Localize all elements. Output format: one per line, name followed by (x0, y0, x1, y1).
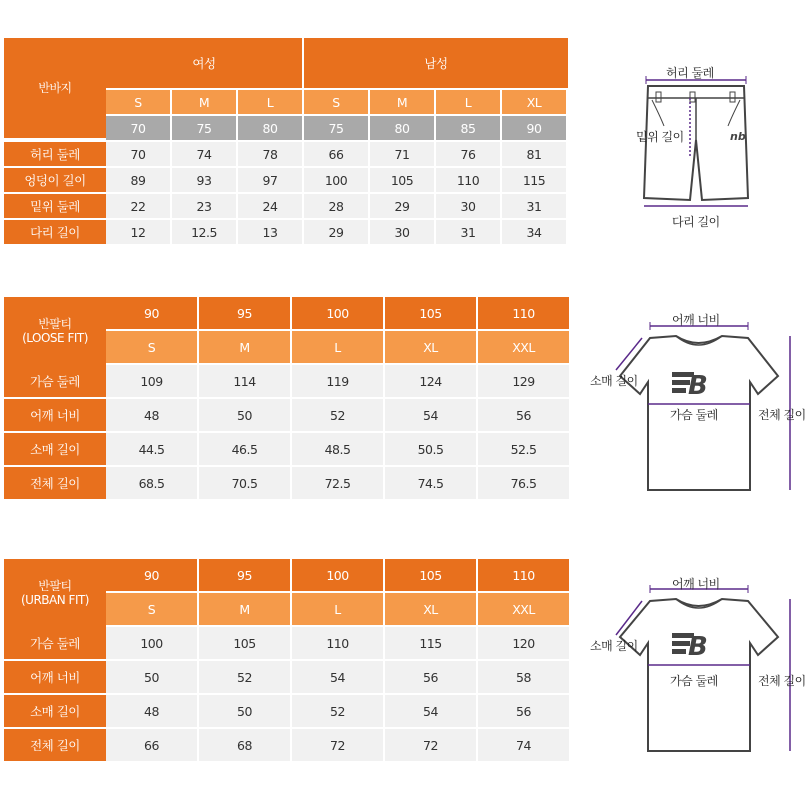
value-cell: 72.5 (292, 467, 383, 499)
loose-shoulder-label: 어깨 너비 (672, 313, 720, 327)
code-cell: 80 (370, 116, 434, 140)
value-cell: 70.5 (199, 467, 290, 499)
value-cell: 68 (199, 729, 290, 761)
rise-label: 밑위 길이 (636, 130, 684, 144)
value-cell: 48 (106, 695, 197, 727)
urban-tee-diagram (600, 575, 800, 760)
value-cell: 56 (478, 399, 569, 431)
size-cell: L (292, 331, 383, 363)
row-label: 다리 길이 (4, 220, 106, 244)
size-cell: XL (502, 90, 566, 114)
size-cell: S (106, 593, 197, 625)
value-cell: 48 (106, 399, 197, 431)
value-cell: 109 (106, 365, 197, 397)
value-cell: 24 (238, 194, 302, 218)
code-cell: 75 (172, 116, 236, 140)
urban-sleeve-label: 소매 길이 (590, 639, 638, 653)
row-label: 어깨 너비 (4, 399, 106, 431)
code-cell: 110 (478, 297, 569, 329)
svg-text:B: B (688, 371, 708, 401)
value-cell: 31 (436, 220, 500, 244)
value-cell: 54 (385, 399, 476, 431)
loose-length-label: 전체 길이 (758, 408, 806, 422)
value-cell: 23 (172, 194, 236, 218)
value-cell: 114 (199, 365, 290, 397)
value-cell: 93 (172, 168, 236, 192)
size-cell: S (106, 90, 170, 114)
row-label: 가슴 둘레 (4, 365, 106, 397)
size-cell: S (304, 90, 368, 114)
code-cell: 100 (292, 297, 383, 329)
value-cell: 115 (502, 168, 566, 192)
code-cell: 95 (199, 297, 290, 329)
value-cell: 54 (385, 695, 476, 727)
value-cell: 52 (292, 399, 383, 431)
urban-length-label: 전체 길이 (758, 674, 806, 688)
value-cell: 120 (478, 627, 569, 659)
value-cell: 28 (304, 194, 368, 218)
size-cell: M (199, 593, 290, 625)
value-cell: 74 (478, 729, 569, 761)
code-cell: 110 (478, 559, 569, 591)
value-cell: 52 (199, 661, 290, 693)
value-cell: 100 (304, 168, 368, 192)
value-cell: 72 (292, 729, 383, 761)
code-cell: 70 (106, 116, 170, 140)
value-cell: 48.5 (292, 433, 383, 465)
value-cell: 74.5 (385, 467, 476, 499)
value-cell: 50 (199, 399, 290, 431)
value-cell: 52.5 (478, 433, 569, 465)
value-cell: 50 (199, 695, 290, 727)
value-cell: 66 (106, 729, 197, 761)
code-cell: 95 (199, 559, 290, 591)
size-cell: S (106, 331, 197, 363)
size-cell: XL (385, 593, 476, 625)
code-cell: 90 (106, 297, 197, 329)
code-cell: 90 (502, 116, 566, 140)
code-cell: 75 (304, 116, 368, 140)
value-cell: 115 (385, 627, 476, 659)
row-label: 밑위 둘레 (4, 194, 106, 218)
size-cell: L (238, 90, 302, 114)
value-cell: 81 (502, 142, 566, 166)
code-cell: 105 (385, 297, 476, 329)
value-cell: 29 (370, 194, 434, 218)
svg-text:nb: nb (730, 130, 746, 143)
value-cell: 66 (304, 142, 368, 166)
loose-tee-diagram (600, 310, 800, 500)
value-cell: 78 (238, 142, 302, 166)
value-cell: 124 (385, 365, 476, 397)
size-cell: M (172, 90, 236, 114)
value-cell: 74 (172, 142, 236, 166)
row-label: 허리 둘레 (4, 142, 106, 166)
size-cell: M (199, 331, 290, 363)
value-cell: 105 (370, 168, 434, 192)
value-cell: 30 (436, 194, 500, 218)
women-header: 여성 (106, 38, 302, 88)
value-cell: 50 (106, 661, 197, 693)
code-cell: 90 (106, 559, 197, 591)
size-cell: L (436, 90, 500, 114)
value-cell: 12 (106, 220, 170, 244)
size-cell: M (370, 90, 434, 114)
value-cell: 71 (370, 142, 434, 166)
men-header: 남성 (304, 38, 568, 88)
row-label: 엉덩이 길이 (4, 168, 106, 192)
value-cell: 89 (106, 168, 170, 192)
value-cell: 56 (385, 661, 476, 693)
value-cell: 105 (199, 627, 290, 659)
value-cell: 46.5 (199, 433, 290, 465)
value-cell: 12.5 (172, 220, 236, 244)
row-label: 전체 길이 (4, 729, 106, 761)
value-cell: 76.5 (478, 467, 569, 499)
waist-label: 허리 둘레 (666, 66, 714, 80)
value-cell: 70 (106, 142, 170, 166)
size-cell: XXL (478, 593, 569, 625)
row-label: 소매 길이 (4, 695, 106, 727)
loose-title: 반팔티 (LOOSE FIT) (4, 297, 106, 365)
value-cell: 29 (304, 220, 368, 244)
value-cell: 52 (292, 695, 383, 727)
value-cell: 129 (478, 365, 569, 397)
value-cell: 76 (436, 142, 500, 166)
value-cell: 72 (385, 729, 476, 761)
leg-label: 다리 길이 (672, 215, 720, 229)
shorts-diagram (630, 70, 760, 230)
row-label: 어깨 너비 (4, 661, 106, 693)
shorts-title: 반바지 (4, 38, 106, 138)
code-cell: 80 (238, 116, 302, 140)
row-label: 가슴 둘레 (4, 627, 106, 659)
size-cell: XL (385, 331, 476, 363)
value-cell: 50.5 (385, 433, 476, 465)
value-cell: 22 (106, 194, 170, 218)
code-cell: 85 (436, 116, 500, 140)
value-cell: 110 (292, 627, 383, 659)
value-cell: 68.5 (106, 467, 197, 499)
value-cell: 13 (238, 220, 302, 244)
row-label: 소매 길이 (4, 433, 106, 465)
value-cell: 97 (238, 168, 302, 192)
value-cell: 100 (106, 627, 197, 659)
loose-sleeve-label: 소매 길이 (590, 374, 638, 388)
size-cell: XXL (478, 331, 569, 363)
loose-chest-label: 가슴 둘레 (670, 408, 718, 422)
value-cell: 54 (292, 661, 383, 693)
value-cell: 110 (436, 168, 500, 192)
urban-chest-label: 가슴 둘레 (670, 674, 718, 688)
row-label: 전체 길이 (4, 467, 106, 499)
value-cell: 34 (502, 220, 566, 244)
value-cell: 30 (370, 220, 434, 244)
size-cell: L (292, 593, 383, 625)
value-cell: 44.5 (106, 433, 197, 465)
value-cell: 56 (478, 695, 569, 727)
urban-shoulder-label: 어깨 너비 (672, 577, 720, 591)
urban-title: 반팔티 (URBAN FIT) (4, 559, 106, 627)
svg-text:B: B (688, 632, 708, 662)
code-cell: 100 (292, 559, 383, 591)
value-cell: 58 (478, 661, 569, 693)
value-cell: 31 (502, 194, 566, 218)
code-cell: 105 (385, 559, 476, 591)
value-cell: 119 (292, 365, 383, 397)
